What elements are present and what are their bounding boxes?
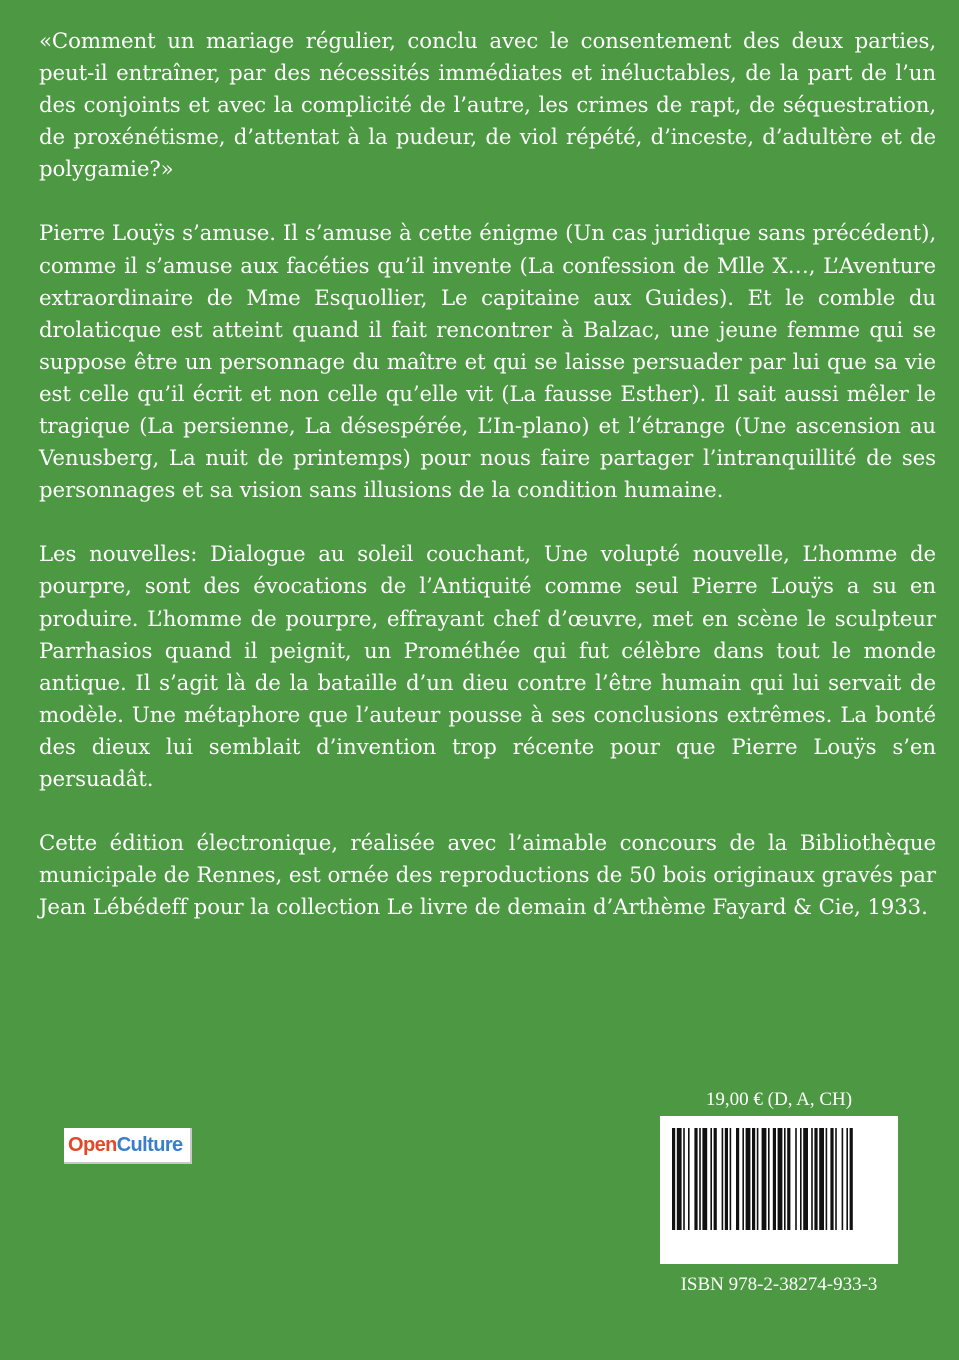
barcode-bar (814, 1128, 817, 1230)
barcode-bars (672, 1128, 886, 1230)
barcode-bar (714, 1128, 717, 1230)
barcode-bar (811, 1128, 813, 1230)
barcode-bar (722, 1128, 724, 1230)
openculture-logo (64, 1128, 192, 1164)
edition-paragraph: Cette édition électronique, réalisée avec l’aimable concours de la Bibliothèque municipale de Rennes, est ornée des reproductions de 50 bois originaux gravés par Jean Lébédeff pour la collection Le livre de demain d’Arthème Fayard & Cie, 1933. (39, 831, 936, 921)
back-cover-text (39, 26, 936, 956)
barcode-bar (688, 1128, 690, 1230)
barcode-bar (800, 1128, 802, 1230)
barcode-bar (830, 1128, 833, 1230)
isbn-label: ISBN 978-2-38274-933-3 (680, 1274, 878, 1295)
barcode-bar (768, 1128, 770, 1230)
barcode-bar (725, 1128, 728, 1230)
barcode-bar (773, 1128, 776, 1230)
barcode-bar (819, 1128, 824, 1230)
price-label: 19,00 € (D, A, CH) (705, 1089, 853, 1110)
barcode-bar (730, 1128, 732, 1230)
barcode-bar (803, 1128, 808, 1230)
barcode-bar (826, 1128, 828, 1230)
logo-culture-text: Culture (116, 1133, 183, 1156)
barcode-bar (846, 1128, 848, 1230)
barcode-bar (757, 1128, 759, 1230)
barcode-bar (736, 1128, 739, 1230)
barcode-bar (710, 1128, 712, 1230)
barcode-bar (742, 1128, 744, 1230)
barcode-bar (850, 1128, 853, 1230)
barcode-bar (842, 1128, 844, 1230)
barcode (660, 1116, 898, 1264)
barcode-bar (672, 1128, 675, 1230)
barcode-bar (787, 1128, 790, 1230)
barcode-bar (683, 1128, 685, 1230)
barcode-bar (702, 1128, 707, 1230)
barcode-bar (746, 1128, 751, 1230)
logo-open-text: Open (68, 1133, 117, 1156)
barcode-bar (699, 1128, 701, 1230)
barcode-bar (835, 1128, 837, 1230)
barcode-bar (795, 1128, 797, 1230)
barcode-bar (677, 1128, 682, 1230)
barcode-bar (784, 1128, 786, 1230)
barcode-bar (778, 1128, 783, 1230)
quote-paragraph: «Comment un mariage régulier, conclu avec le consentement des deux parties, peut-il entraîner, par des nécessités immédiates et inéluctables, de la part de l’un des conjoints et avec la complicité de l’autre, les crimes de rapt, de séquestration, de proxénétisme, d’attentat à la pudeur, de viol répété, d’inceste, d’adultère et de polygamie?» (39, 29, 936, 183)
barcode-bar (762, 1128, 767, 1230)
barcode-bar (694, 1128, 697, 1230)
stories-paragraph: Les nouvelles: Dialogue au soleil couchant, Une volupté nouvelle, L’homme de pourpre, sont des évocations de l’Antiquité comme seul Pierre Louÿs a su en produire. L’homme de pourpre, effrayant chef d’œuvre, met en scène le sculpteur Parrhasios quand il peignit, un Prométhée qui fut célèbre dans tout le monde antique. Il s’agit là de la bataille d’un dieu contre l’être humain qui lui servait de modèle. Une métaphore que l’auteur pousse à ses conclusions extrêmes. La bonté des dieux lui semblait d’invention trop récente pour que Pierre Louÿs s’en persuadât. (39, 542, 936, 792)
description-paragraph: Pierre Louÿs s’amuse. Il s’amuse à cette énigme (Un cas juridique sans précédent), comme il s’amuse aux facéties qu’il invente (La confession de Mlle X…, L’Aventure extraordinaire de Mme Esquollier, Le capitaine aux Guides). Et le comble du drolaticque est atteint quand il fait rencontrer à Balzac, une jeune femme qui se suppose être un personnage du maître et qui se laisse persuader par lui que sa vie est celle qu’il écrit et non celle qu’elle vit (La fausse Esther). Il sait aussi mêler le tragique (La persienne, La désespérée, L’In-plano) et l’étrange (Une ascension au Venusberg, La nuit de printemps) pour nous faire partager l’intranquillité de ses personnages et sa vision sans illusions de la condition humaine. (39, 221, 936, 504)
barcode-bar (752, 1128, 755, 1230)
